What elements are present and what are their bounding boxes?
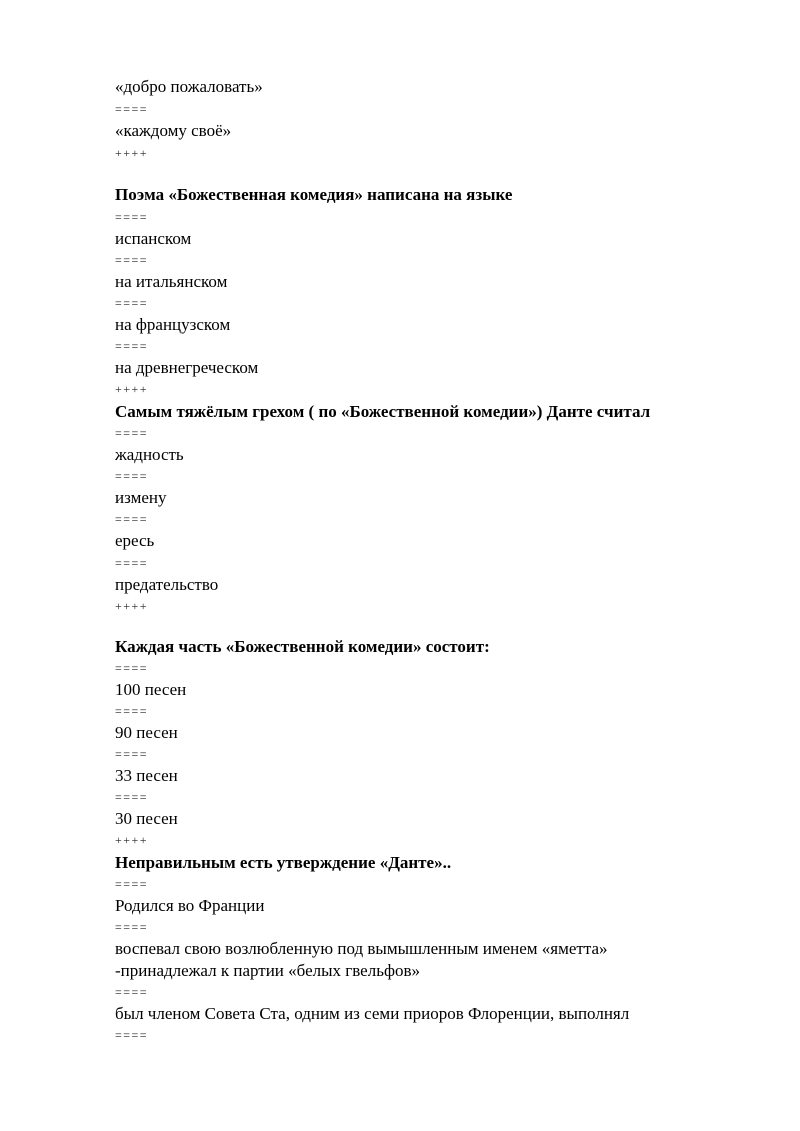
answer-option: на итальянском (115, 272, 228, 291)
answer-option: воспевал свою возлюбленную под вымышленным именем «яметта» (115, 939, 608, 958)
answer-option: ересь (115, 531, 155, 550)
separator-equals: ==== (115, 512, 149, 526)
answer-option: 33 песен (115, 766, 178, 785)
question-heading: Неправильным есть утверждение «Данте».. (115, 853, 452, 872)
answer-option: -принадлежал к партии «белых гвельфов» (115, 961, 421, 980)
separator-plus: ++++ (115, 833, 149, 847)
answer-option: 90 песен (115, 723, 178, 742)
separator-equals: ==== (115, 426, 149, 440)
answer-option: «добро пожаловать» (115, 77, 263, 96)
answer-option: «каждому своё» (115, 121, 232, 140)
separator-equals: ==== (115, 704, 149, 718)
separator-equals: ==== (115, 661, 149, 675)
separator-plus: ++++ (115, 599, 149, 613)
separator-equals: ==== (115, 210, 149, 224)
question-heading: Самым тяжёлым грехом ( по «Божественной комедии») Данте считал (115, 402, 651, 421)
separator-equals: ==== (115, 985, 149, 999)
separator-equals: ==== (115, 102, 149, 116)
separator-equals: ==== (115, 747, 149, 761)
separator-equals: ==== (115, 790, 149, 804)
question-heading: Поэма «Божественная комедия» написана на языке (115, 185, 513, 204)
separator-equals: ==== (115, 556, 149, 570)
answer-option: на французском (115, 315, 231, 334)
separator-equals: ==== (115, 296, 149, 310)
separator-equals: ==== (115, 339, 149, 353)
question-heading: Каждая часть «Божественной комедии» состоит: (115, 637, 490, 656)
answer-option: был членом Совета Ста, одним из семи приоров Флоренции, выполнял (115, 1004, 630, 1023)
separator-equals: ==== (115, 920, 149, 934)
answer-option: Родился во Франции (115, 896, 265, 915)
separator-equals: ==== (115, 253, 149, 267)
separator-equals: ==== (115, 469, 149, 483)
answer-option: жадность (115, 445, 184, 464)
separator-plus: ++++ (115, 382, 149, 396)
answer-option: испанском (115, 229, 192, 248)
answer-option: на древнегреческом (115, 358, 259, 377)
answer-option: предательство (115, 575, 219, 594)
separator-equals: ==== (115, 1028, 149, 1042)
answer-option: измену (115, 488, 167, 507)
separator-equals: ==== (115, 877, 149, 891)
separator-plus: ++++ (115, 146, 149, 160)
answer-option: 100 песен (115, 680, 187, 699)
answer-option: 30 песен (115, 809, 178, 828)
